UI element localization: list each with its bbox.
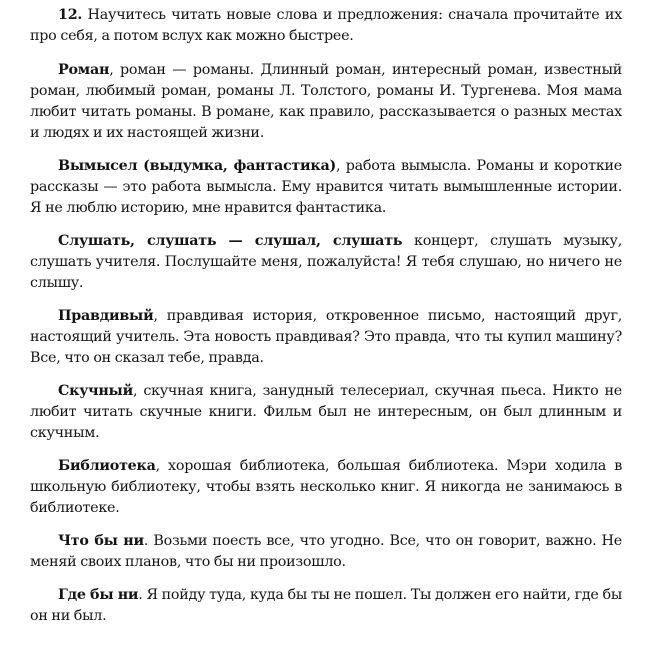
vocab-text: , роман — романы. Длинный роман, интересный роман, известный роман, любимый роман, романы Л. Толстого, романы И. Тургенева. Моя мама любит читать романы. В романе, как правило, рассказывается о разных местах и людях и их настоящей жизни.	[30, 62, 622, 141]
vocab-text: . Я пойду туда, куда бы ты не пошел. Ты должен его найти, где бы он ни был.	[30, 587, 623, 624]
vocab-term: Что бы ни	[58, 533, 144, 549]
vocab-term: Правдивый	[58, 308, 154, 324]
vocab-term: Скучный	[58, 383, 133, 399]
vocab-text: , работа вымысла. Романы и короткие рассказы — это работа вымысла. Ему нравится читать вымышленные истории. Я не люблю историю, мне нравится фантастика.	[30, 158, 623, 216]
vocab-entry	[30, 531, 622, 573]
instruction-text: Научитесь читать новые слова и предложения: сначала прочитайте их про себя, а потом вслух как можно быстрее.	[30, 7, 623, 44]
vocab-text: . Возьми поесть все, что угодно. Все, что он говорит, важно. Не меняй своих планов, что бы ни произошло.	[30, 533, 622, 570]
vocab-term: Роман	[58, 62, 110, 78]
vocab-term: Библиотека	[58, 458, 156, 474]
vocab-text: , правдивая история, откровенное письмо, настоящий друг, настоящий учитель. Эта новость правдивая? Это правда, что ты купил машину? Все, что он сказал тебе, правда.	[30, 308, 622, 366]
exercise-instruction	[30, 5, 622, 47]
textbook-page	[30, 5, 622, 639]
vocab-entry	[30, 381, 622, 444]
vocab-entry	[30, 306, 622, 369]
vocab-term: Где бы ни	[58, 587, 139, 603]
vocab-entry	[30, 156, 622, 219]
exercise-number: 12.	[58, 7, 83, 23]
vocab-text: , скучная книга, занудный телесериал, скучная пьеса. Никто не любит читать скучные книги. Фильм был не интересным, он был длинным и скучным.	[30, 383, 622, 441]
vocab-entry	[30, 231, 622, 294]
vocab-text: концерт, слушать музыку, слушать учителя. Послушайте меня, пожалуйста! Я тебя слушаю, но ничего не слышу.	[30, 233, 623, 291]
vocab-term: Вымысел (выдумка, фантастика)	[58, 158, 336, 174]
vocab-text: , хорошая библиотека, большая библиотека. Мэри ходила в школьную библиотеку, чтобы взять несколько книг. Я никогда не занимаюсь в библиотеке.	[30, 458, 622, 516]
vocab-entry	[30, 60, 622, 144]
vocab-entry	[30, 585, 622, 627]
vocab-term: Слушать, слушать — слушал, слушать	[58, 233, 403, 249]
vocab-entry	[30, 456, 622, 519]
